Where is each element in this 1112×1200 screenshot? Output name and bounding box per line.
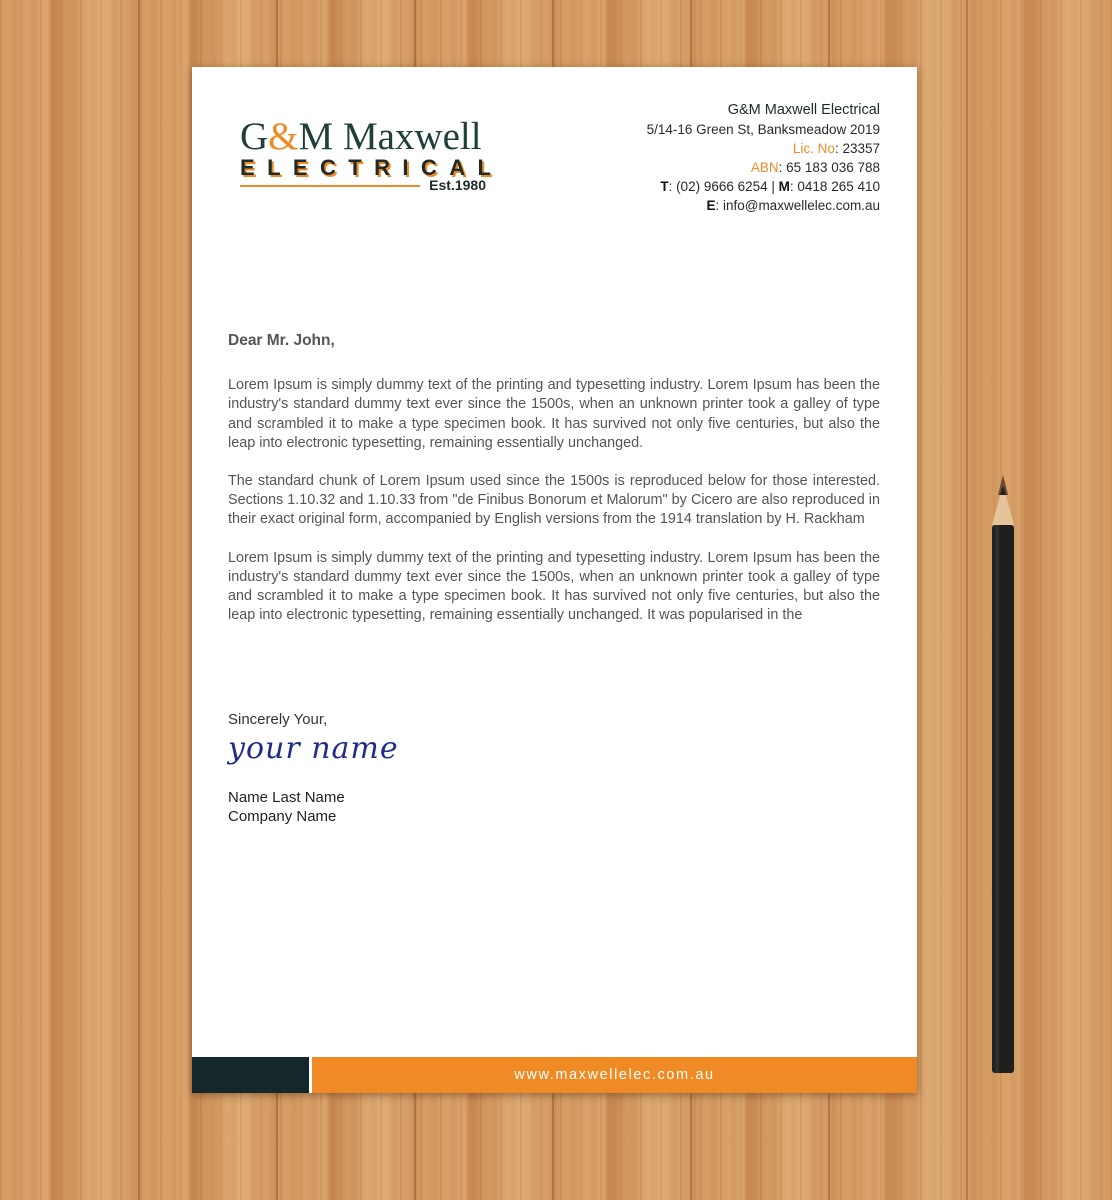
closing: Sincerely Your, <box>228 711 328 728</box>
logo-ampersand: & <box>268 115 299 158</box>
paragraph: Lorem Ipsum is simply dummy text of the printing and typesetting industry. Lorem Ipsum has been the industry's standard dummy text ever since the 1500s, when an unknown printer took a galley of type and scrambled it to make a type specimen book. It has survived not only five centuries, but also the leap into electronic typesetting, remaining essentially unchanged. <box>228 377 880 451</box>
paragraph: The standard chunk of Lorem Ipsum used since the 1500s is reproduced below for those interested. Sections 1.10.32 and 1.10.33 from "de Finibus Bonorum et Malorum" by Cicero are also reproduced in their exact original form, accompanied by English versions from the 1914 translation by H. Rackham <box>228 473 880 528</box>
paragraph: Lorem Ipsum is simply dummy text of the printing and typesetting industry. Lorem Ipsum has been the industry's standard dummy text ever since the 1500s, when an unknown printer took a galley of type and scrambled it to make a type specimen book. It has survived not only five centuries, but also the leap into electronic typesetting, remaining essentially unchanged. It was popularised in the <box>228 549 880 624</box>
contact-company: G&M Maxwell Electrical <box>727 102 880 118</box>
contact-address: 5/14-16 Green St, Banksmeadow 2019 <box>646 122 880 137</box>
footer-website-bar <box>312 1057 917 1093</box>
wood-plank-seam <box>138 0 140 1200</box>
signature: your name <box>228 731 399 766</box>
logo-wordmark: G&M Maxwell <box>240 115 482 158</box>
contact-phone: T: (02) 9666 6254 | M: 0418 265 410 <box>660 179 880 194</box>
contact-block <box>647 101 880 215</box>
logo-underline <box>240 185 420 187</box>
contact-email: E: info@maxwellelec.com.au <box>706 198 880 213</box>
signer-name: Name Last Name <box>228 789 345 806</box>
letter-body <box>228 331 880 644</box>
contact-license: Lic. No: 23357 <box>792 141 880 156</box>
logo-subtitle: ELECTRICAL <box>240 155 504 180</box>
footer-website: www.maxwellelec.com.au <box>514 1067 715 1083</box>
logo-established: Est.1980 <box>429 177 486 193</box>
signer-block <box>228 788 345 826</box>
wood-plank-seam <box>966 0 968 1200</box>
company-logo <box>240 115 504 193</box>
salutation: Dear Mr. John, <box>228 332 335 349</box>
letterhead-paper <box>192 67 917 1093</box>
pencil-icon <box>991 475 1015 1073</box>
signer-company: Company Name <box>228 808 337 825</box>
contact-abn: ABN: 65 183 036 788 <box>750 160 880 175</box>
footer-dark-block <box>192 1057 309 1093</box>
